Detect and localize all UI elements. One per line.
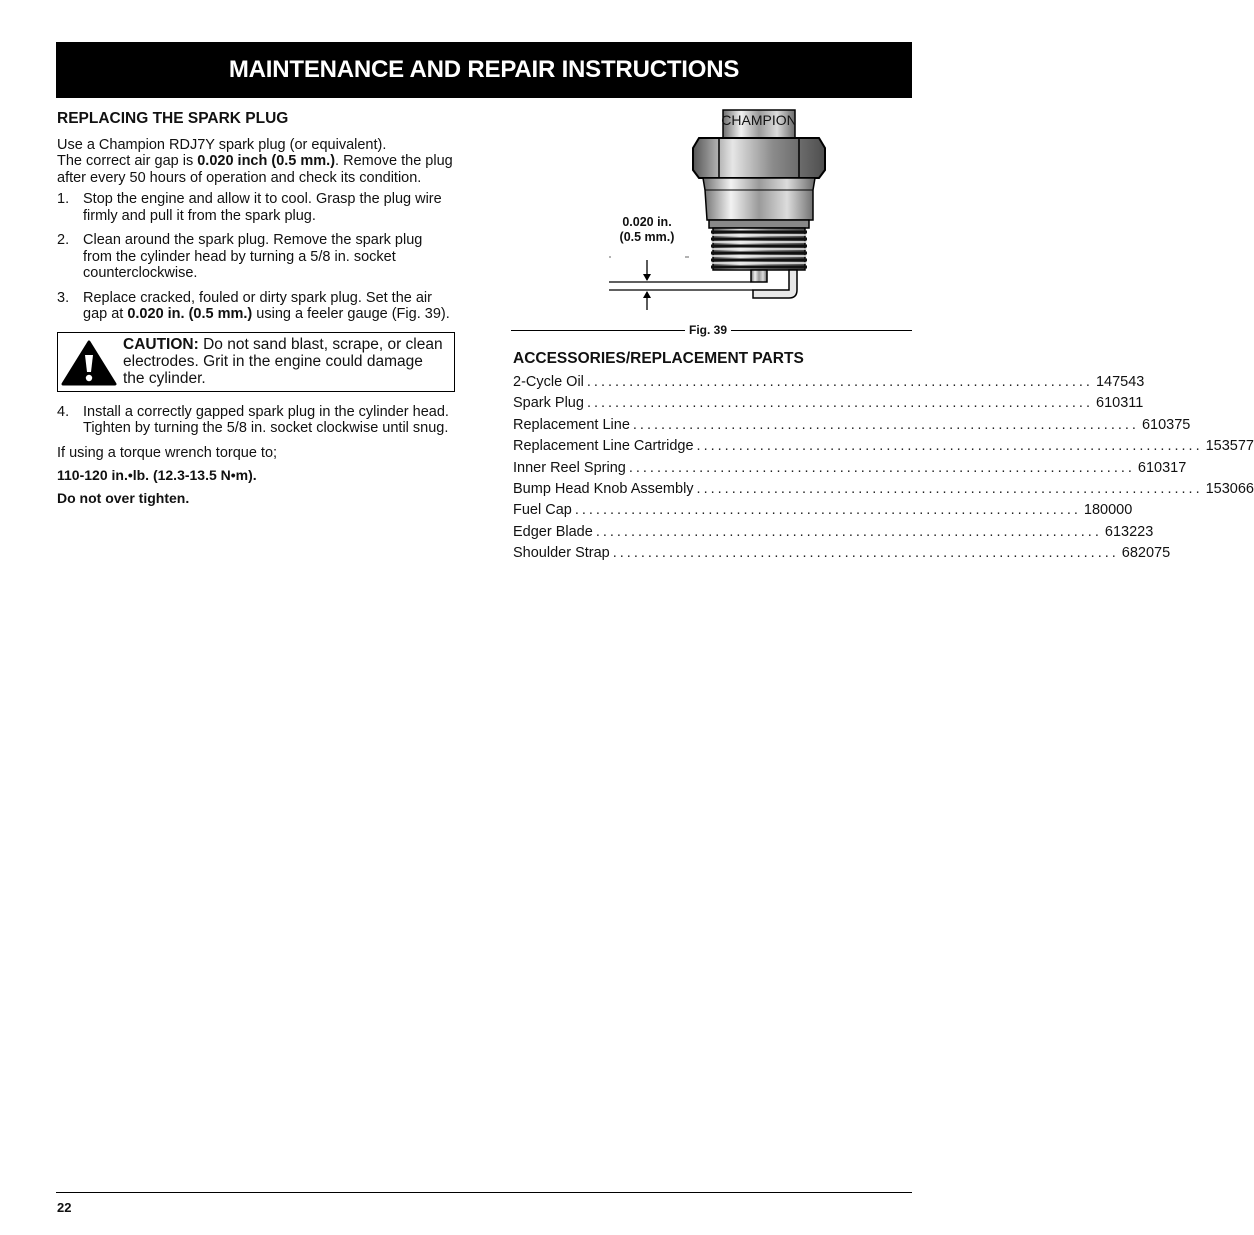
overtighten-warning: Do not over tighten. [57,489,190,506]
figure-caption: Fig. 39 [685,323,731,337]
leader-dots: ........................................................................ [612,545,1119,562]
step-text: Clean around the spark plug. Remove the spark plug from the cylinder head by turning a 5/8 in. socket counterclockwise. [83,232,423,281]
figure-caption-rule [513,324,912,336]
page-number: 22 [57,1200,72,1215]
leader-dots: ........................................................................ [586,395,1093,412]
part-name: Edger Blade [513,523,593,540]
leader-dots: ........................................................................ [696,480,1203,497]
part-number: 147543 [1095,374,1145,390]
list-item [513,459,1187,481]
list-item [513,374,1145,395]
part-number: 613223 [1104,523,1154,540]
gap-label-mm: (0.5 mm.) [619,230,675,244]
brand-label: CHAMPION [721,112,797,128]
torque-intro: If using a torque wrench torque to; [57,444,278,461]
step-text: Stop the engine and allow it to cool. Grasp the plug wire firmly and pull it from the spark plug. [83,191,442,224]
leader-dots: ........................................................................ [632,416,1139,433]
plug-threads [711,228,807,270]
step-1 [57,191,455,224]
spark-plug-section [57,111,455,506]
step-number: 4. [57,403,70,420]
part-number: 153066 [1205,480,1254,497]
list-item [513,523,1154,545]
part-number: 610311 [1096,395,1144,412]
torque-value: 110-120 in.•lb. (12.3-13.5 N•m). [57,467,257,483]
part-name: Inner Reel Spring [513,459,626,476]
intro-gap-value: 0.020 inch (0.5 mm.) [197,153,336,169]
spark-plug-figure [513,108,912,338]
part-name: Spark Plug [513,395,584,412]
parts-list [513,374,1254,567]
list-item [513,438,1254,459]
center-electrode [751,270,767,282]
list-item [513,502,1133,523]
step-3 [57,290,455,323]
step-2 [57,232,455,282]
page-title: MAINTENANCE AND REPAIR INSTRUCTIONS [228,56,740,83]
spark-plug-illustration [513,108,912,338]
page-header [56,42,912,98]
list-item [513,545,1171,566]
warning-triangle-icon [61,339,117,387]
leader-dots: ........................................................................ [574,502,1081,519]
hex-nut [693,138,825,178]
intro-paragraph [57,153,455,186]
step-text [83,290,455,323]
step-text: Install a correctly gapped spark plug in the cylinder head. Tighten by turning the 5/8 in. socket clockwise until snug. [83,403,449,436]
step-4 [57,404,455,437]
part-number: 153577 [1205,438,1254,455]
intro-line-1: Use a Champion RDJ7Y spark plug (or equivalent). [57,136,387,153]
plug-body [703,178,815,220]
part-number: 682075 [1121,545,1171,562]
part-number: 610375 [1141,416,1191,433]
intro-text: The correct air gap is [57,153,198,169]
intro-text-end: . Remove the plug after every 50 hours of operation and check its condition. [57,153,453,186]
list-item [513,480,1254,502]
step-number: 3. [57,289,70,306]
part-name: Fuel Cap [513,502,572,519]
part-name: 2-Cycle Oil [513,374,584,390]
part-name: Replacement Line Cartridge [513,438,694,455]
part-name: Bump Head Knob Assembly [513,480,694,497]
step-text-part: Replace cracked, fouled or dirty spark plug. Set the air gap at [83,289,432,322]
part-number: 180000 [1083,502,1133,519]
footer-rule [56,1192,912,1193]
spark-plug-heading: REPLACING THE SPARK PLUG [57,110,289,127]
gap-label-inch: 0.020 in. [622,215,672,229]
parts-section [513,350,1254,567]
part-number: 610317 [1137,459,1187,476]
step-number: 2. [57,232,70,248]
right-column [513,108,1254,567]
step-gap-value: 0.020 in. (0.5 mm.) [127,306,253,322]
leader-dots: ........................................................................ [628,459,1135,476]
list-item [513,416,1191,438]
caution-label: CAUTION: [123,335,199,353]
leader-dots: ........................................................................ [696,438,1203,455]
list-item [513,395,1144,416]
part-name: Shoulder Strap [513,545,610,562]
parts-heading: ACCESSORIES/REPLACEMENT PARTS [513,350,804,367]
step-number: 1. [57,191,70,207]
caution-text [123,336,448,387]
caution-message: Do not sand blast, scrape, or clean electrodes. Grit in the engine could damage the cylinder. [123,335,443,387]
leader-dots: ........................................................................ [586,374,1093,390]
caution-box [57,332,455,392]
part-name: Replacement Line [513,416,630,433]
step-text-part: using a feeler gauge (Fig. 39). [252,306,450,322]
leader-dots: ........................................................................ [595,523,1102,540]
